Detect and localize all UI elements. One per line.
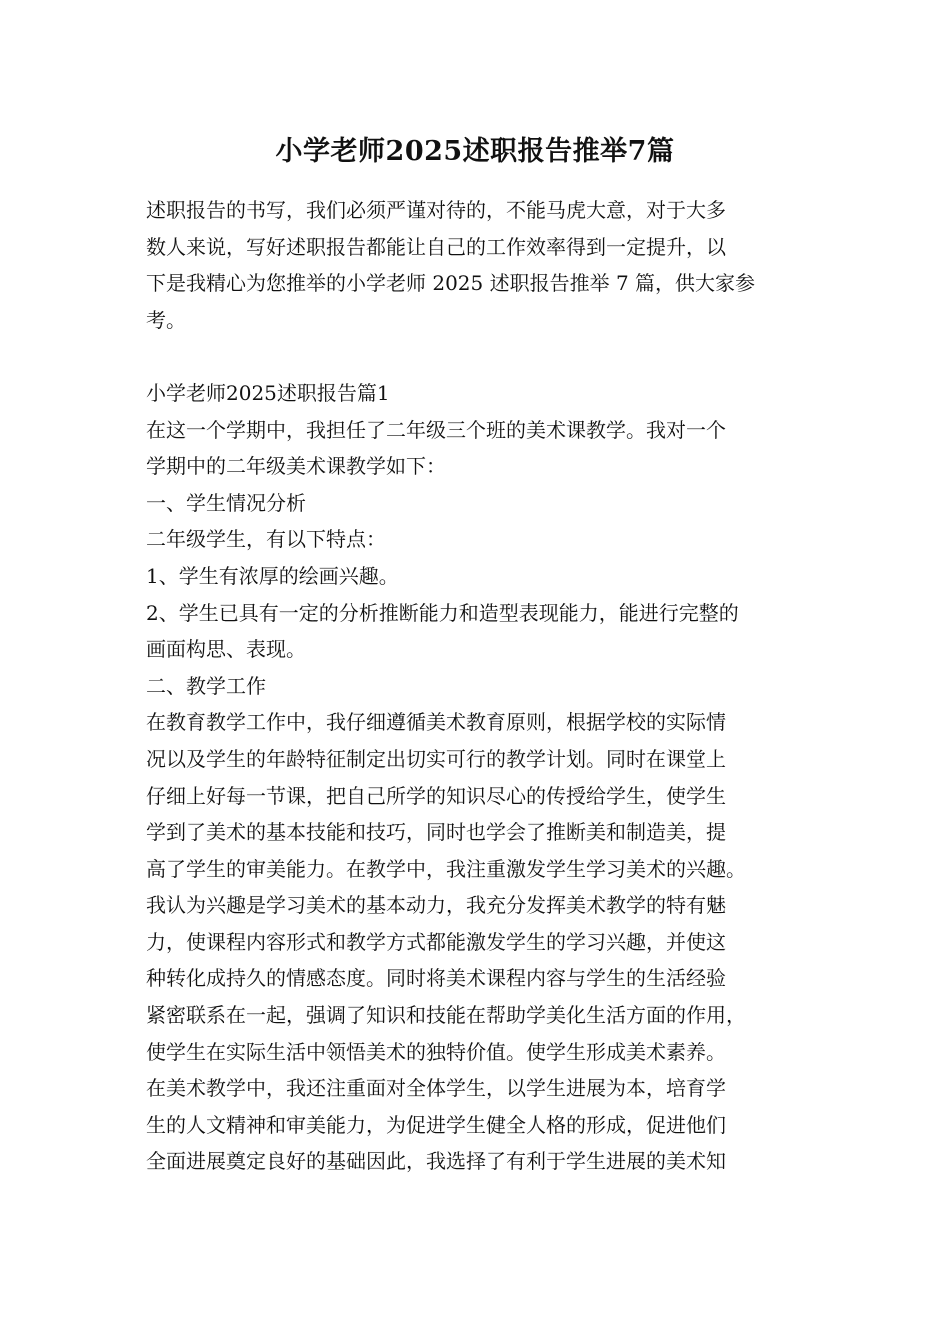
body-line: 在教育教学工作中，我仔细遵循美术教育原则，根据学校的实际情	[146, 710, 726, 735]
body-line: 力，使课程内容形式和教学方式都能激发学生的学习兴趣，并使这	[146, 929, 726, 954]
body-line: 生的人文精神和审美能力，为促进学生健全人格的形成，促进他们	[146, 1112, 726, 1137]
list-item: 2、学生已具有一定的分析推断能力和造型表现能力，能进行完整的	[146, 600, 739, 625]
subheading: 一、学生情况分析	[146, 490, 306, 515]
document-title: 小学老师2025述职报告推举7篇	[275, 136, 675, 167]
body-line: 学期中的二年级美术课教学如下：	[146, 454, 446, 479]
body-line: 在这一个学期中，我担任了二年级三个班的美术课教学。我对一个	[146, 417, 726, 442]
intro-line: 述职报告的书写，我们必须严谨对待的，不能马虎大意，对于大多	[146, 198, 726, 222]
body-line: 紧密联系在一起，强调了知识和技能在帮助学美化生活方面的作用，	[146, 1003, 746, 1028]
subheading: 二、教学工作	[146, 673, 266, 698]
body-line: 况以及学生的年龄特征制定出切实可行的教学计划。同时在课堂上	[146, 746, 726, 771]
document-body	[146, 192, 826, 1180]
paragraph-gap	[146, 338, 826, 375]
body-line: 全面进展奠定良好的基础因此，我选择了有利于学生进展的美术知	[146, 1149, 726, 1174]
list-item: 1、学生有浓厚的绘画兴趣。	[146, 563, 399, 588]
body-line: 仔细上好每一节课，把自己所学的知识尽心的传授给学生，使学生	[146, 783, 726, 808]
body-line: 种转化成持久的情感态度。同时将美术课程内容与学生的生活经验	[146, 966, 726, 991]
body-line: 学到了美术的基本技能和技巧，同时也学会了推断美和制造美，提	[146, 820, 726, 845]
body-line: 我认为兴趣是学习美术的基本动力，我充分发挥美术教学的特有魅	[146, 893, 726, 918]
body-line: 二年级学生，有以下特点：	[146, 527, 386, 552]
section-heading: 小学老师2025述职报告篇1	[146, 380, 390, 405]
body-line: 高了学生的审美能力。在教学中，我注重激发学生学习美术的兴趣。	[146, 856, 746, 881]
body-line: 在美术教学中，我还注重面对全体学生，以学生进展为本，培育学	[146, 1076, 726, 1101]
body-line: 画面构思、表现。	[146, 637, 306, 662]
intro-line: 下是我精心为您推举的小学老师 2025 述职报告推举 7 篇，供大家参	[146, 271, 756, 296]
intro-line: 考。	[146, 307, 186, 332]
body-line: 使学生在实际生活中领悟美术的独特价值。使学生形成美术素养。	[146, 1039, 726, 1064]
intro-line: 数人来说，写好述职报告都能让自己的工作效率得到一定提升，以	[146, 234, 726, 259]
